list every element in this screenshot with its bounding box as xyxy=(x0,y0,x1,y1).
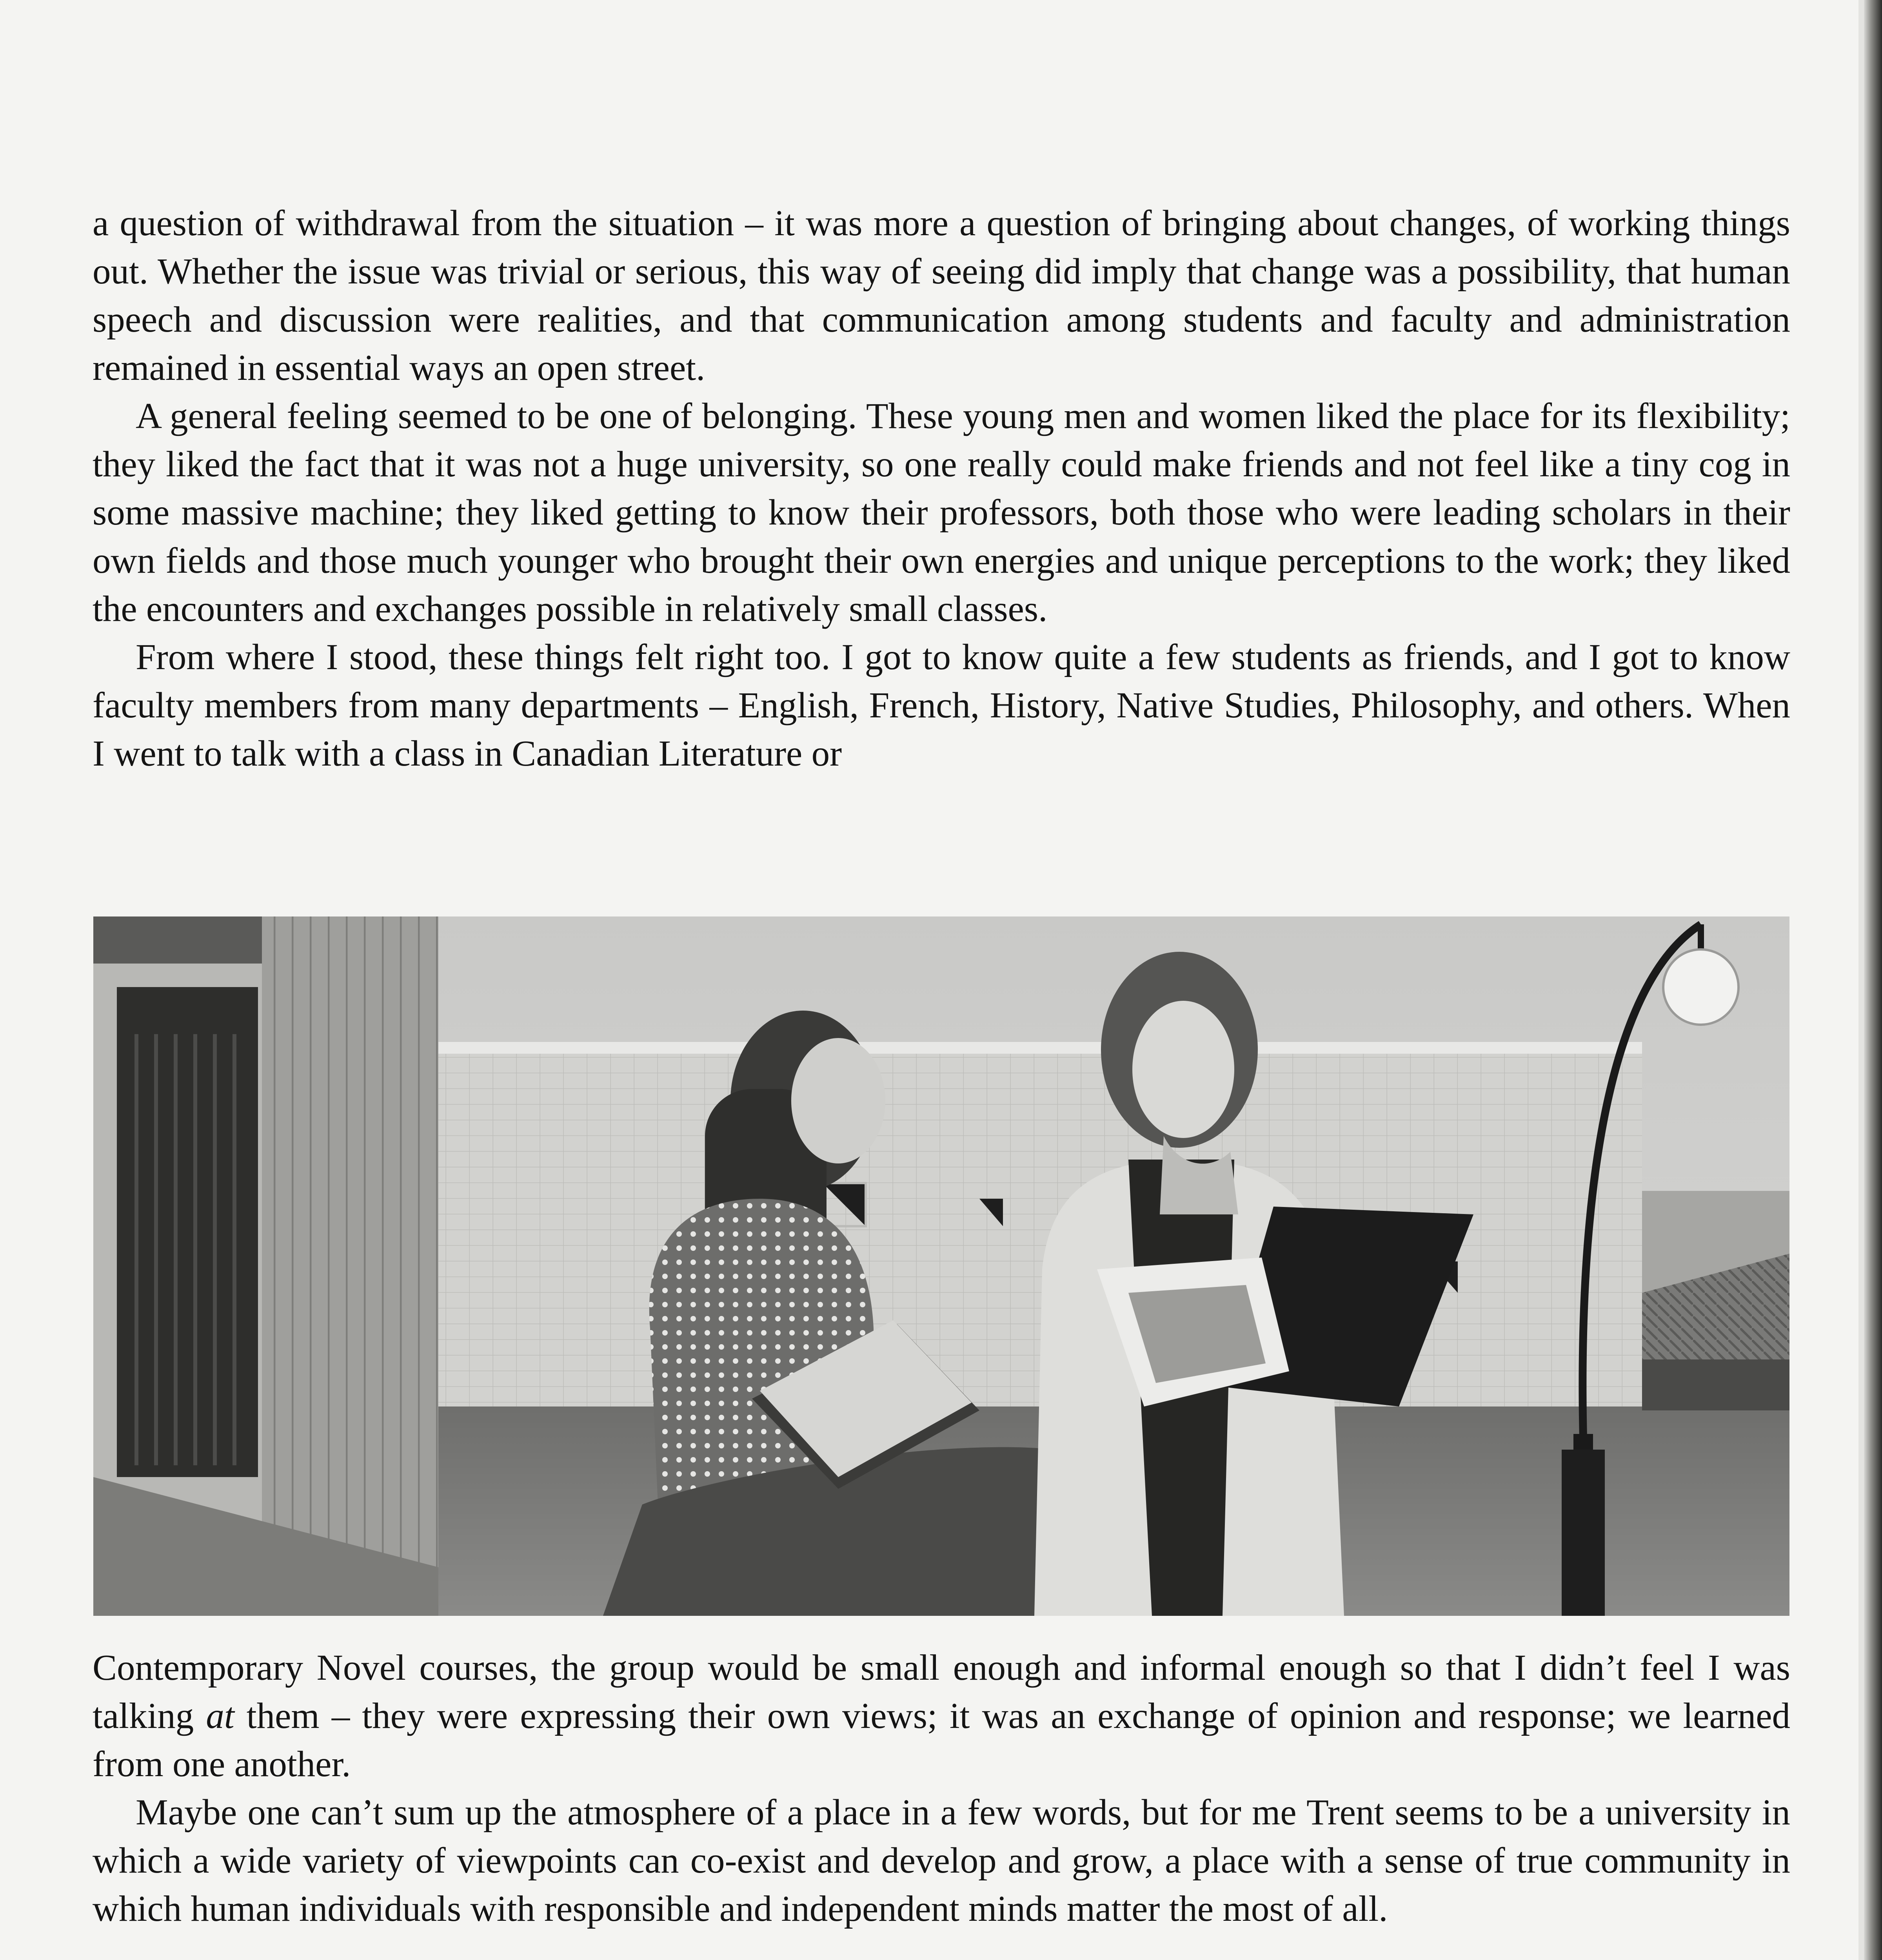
page-edge-shadow xyxy=(1864,0,1882,1960)
body-text-top xyxy=(93,199,1790,778)
paragraph-1: a question of withdrawal from the situation – it was more a question of bringing about changes, of working things out. Whether the issue was trivial or serious, this way of seeing did imply that change was a possibility, that human speech and discussion were realities, and that communication among students and faculty and administration remained in essential ways an open street. xyxy=(93,203,1790,388)
paragraph-4-start: Contemporary Novel courses, the group would be small enough and informal enough so that I didn’t feel I was talking xyxy=(93,1648,1790,1736)
paragraph-4-end: them – they were expressing their own views; it was an exchange of opinion and response; we learned from one another. xyxy=(93,1696,1790,1784)
page-gutter xyxy=(1858,0,1864,1960)
photo-students-on-campus xyxy=(93,916,1789,1616)
paragraph-2: A general feeling seemed to be one of belonging. These young men and women liked the place for its flexibility; they liked the fact that it was not a huge university, so one really could make friends and not feel like a tiny cog in some massive machine; they liked getting to know their professors, both those who were leading scholars in their own fields and those much younger who brought their own energies and unique perceptions to the work; they liked the encounters and exchanges possible in relatively small classes. xyxy=(93,396,1790,629)
paragraph-4 xyxy=(93,1644,1790,1788)
body-text-bottom xyxy=(93,1644,1790,1933)
paragraph-3: From where I stood, these things felt right too. I got to know quite a few students as friends, and I got to know faculty members from many departments – English, French, History, Native Studies, Philosophy, and others. When I went to talk with a class in Canadian Literature or xyxy=(93,637,1790,774)
paragraph-4-italic-word: at xyxy=(206,1696,234,1736)
paragraph-5: Maybe one can’t sum up the atmosphere of a place in a few words, but for me Trent seems to be a university in which a wide variety of viewpoints can co-exist and develop and grow, a place with a sense of true community in which human individuals with responsible and independent minds matter the most of all. xyxy=(93,1792,1790,1929)
